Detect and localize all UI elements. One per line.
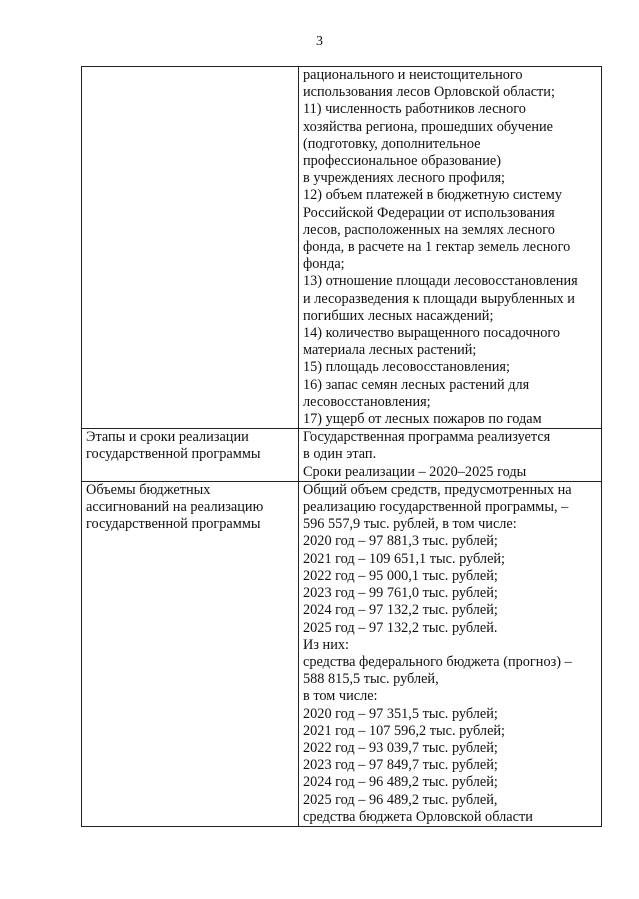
value-line: Сроки реализации – 2020–2025 годы [303, 463, 527, 480]
value-line: 2020 год – 97 351,5 тыс. рублей; [303, 705, 498, 722]
row-value-cell [299, 67, 602, 429]
value-line: 13) отношение площади лесовосстановления [303, 273, 578, 290]
row-label-cell [82, 67, 299, 429]
value-line: Общий объем средств, предусмотренных на [303, 481, 572, 498]
value-line: использования лесов Орловской области; [303, 84, 555, 101]
value-line: 596 557,9 тыс. рублей, в том числе: [303, 516, 517, 533]
value-line: 2022 год – 93 039,7 тыс. рублей; [303, 739, 498, 756]
value-line: и лесоразведения к площади вырубленных и [303, 290, 575, 307]
value-line: 2023 год – 97 849,7 тыс. рублей; [303, 757, 498, 774]
program-passport-table [81, 66, 602, 827]
value-line: 14) количество выращенного посадочного [303, 325, 561, 342]
row-label-cell [82, 481, 299, 826]
value-line: 17) ущерб от лесных пожаров по годам [303, 411, 542, 428]
value-line: средства федерального бюджета (прогноз) – [303, 653, 572, 670]
value-line: в один этап. [303, 446, 377, 463]
value-line: фонда, в расчете на 1 гектар земель лесного [303, 239, 571, 256]
value-line: (подготовку, дополнительное [303, 135, 481, 152]
page-number: 3 [316, 34, 323, 49]
value-line: профессиональное образование) [303, 153, 502, 170]
value-line: 11) численность работников лесного [303, 101, 526, 118]
value-line: в учреждениях лесного профиля; [303, 170, 506, 187]
row-label-cell [82, 429, 299, 482]
value-line: средства бюджета Орловской области [303, 808, 533, 825]
value-line: 16) запас семян лесных растений для [303, 376, 530, 393]
value-line: 2024 год – 97 132,2 тыс. рублей; [303, 602, 498, 619]
row-value-cell [299, 481, 602, 826]
value-line: фонда; [303, 256, 345, 273]
row-value-cell [299, 429, 602, 482]
table-row [82, 481, 602, 826]
value-line: реализацию государственной программы, – [303, 499, 569, 516]
value-line: 2024 год – 96 489,2 тыс. рублей; [303, 774, 498, 791]
value-line: Российской Федерации от использования [303, 204, 555, 221]
label-line: ассигнований на реализацию [86, 499, 264, 516]
value-line: 2022 год – 95 000,1 тыс. рублей; [303, 567, 498, 584]
value-line: 2025 год – 96 489,2 тыс. рублей, [303, 791, 498, 808]
value-line: 2025 год – 97 132,2 тыс. рублей. [303, 619, 498, 636]
label-line: государственной программы [86, 446, 261, 463]
value-line: материала лесных растений; [303, 342, 477, 359]
value-line: 15) площадь лесовосстановления; [303, 359, 510, 376]
value-line: в том числе: [303, 688, 378, 705]
value-line: лесовосстановления; [303, 393, 431, 410]
value-line: 588 815,5 тыс. рублей, [303, 671, 439, 688]
value-line: погибших лесных насаждений; [303, 307, 494, 324]
value-line: лесов, расположенных на землях лесного [303, 221, 555, 238]
label-line: государственной программы [86, 516, 261, 533]
value-line: 2021 год – 107 596,2 тыс. рублей; [303, 722, 506, 739]
value-line: рационального и неистощительного [303, 67, 523, 83]
value-line: Из них: [303, 636, 349, 653]
value-line: Государственная программа реализуется [303, 429, 551, 446]
value-line: 2021 год – 109 651,1 тыс. рублей; [303, 550, 506, 567]
value-line: 2020 год – 97 881,3 тыс. рублей; [303, 533, 498, 550]
value-line: 2023 год – 99 761,0 тыс. рублей; [303, 585, 498, 602]
value-line: 12) объем платежей в бюджетную систему [303, 187, 562, 204]
label-line: Этапы и сроки реализации [86, 429, 249, 446]
value-line: хозяйства региона, прошедших обучение [303, 118, 553, 135]
label-line: Объемы бюджетных [86, 481, 211, 498]
table-row [82, 67, 602, 429]
table-row [82, 429, 602, 482]
